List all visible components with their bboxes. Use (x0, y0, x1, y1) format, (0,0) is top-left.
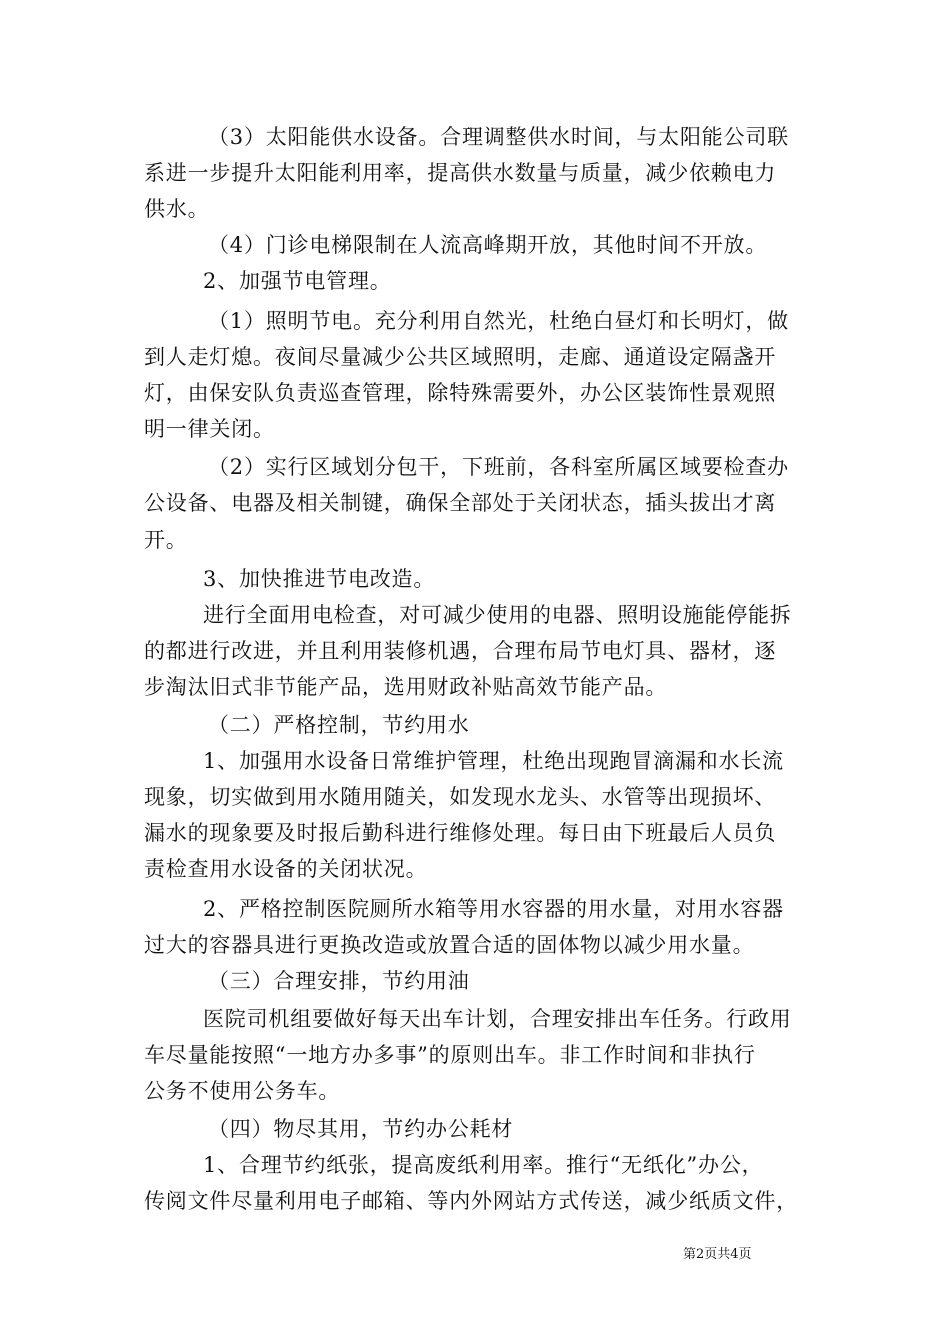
text-line-16: 步淘汰旧式非节能产品，选用财政补贴高效节能产品。 (144, 675, 668, 699)
text-line-28: （四）物尽其用，节约办公耗材 (208, 1117, 514, 1141)
text-line-30: 传阅文件尽量利用电子邮箱、等内外网站方式传送，减少纸质文件， (144, 1189, 798, 1213)
text-line-12: 开。 (144, 528, 188, 552)
text-line-23: 过大的容器具进行更换改造或放置合适的固体物以减少用水量。 (144, 933, 755, 957)
text-line-14: 进行全面用电检查，对可减少使用的电器、照明设施能停能拆 (203, 603, 792, 627)
text-line-26: 车尽量能按照“一地方办多事”的原则出车。非工作时间和非执行 (144, 1043, 756, 1067)
text-line-7: 到人走灯熄。夜间尽量减少公共区域照明，走廊、通道设定隔盏开 (144, 345, 777, 369)
text-line-5: 2、加强节电管理。 (203, 269, 392, 293)
text-line-25: 医院司机组要做好每天出车计划，合理安排出车任务。行政用 (203, 1007, 792, 1031)
text-line-17: （二）严格控制，节约用水 (208, 713, 470, 737)
text-line-22: 2、严格控制医院厕所水箱等用水容器的用水量，对用水容器 (203, 897, 784, 921)
text-line-15: 的都进行改进，并且利用装修机遇，合理布局节电灯具、器材，逐 (144, 639, 777, 663)
text-line-10: （2）实行区域划分包干，下班前，各科室所属区域要检查办 (208, 455, 789, 479)
text-line-4: （4）门诊电梯限制在人流高峰期开放，其他时间不开放。 (208, 233, 768, 257)
text-line-20: 漏水的现象要及时报后勤科进行维修处理。每日由下班最后人员负 (144, 821, 777, 845)
text-line-29: 1、合理节约纸张，提高废纸利用率。推行“无纸化”办公， (203, 1153, 764, 1177)
text-line-27: 公务不使用公务车。 (144, 1079, 341, 1103)
page-number-footer: 第2页共4页 (683, 1247, 752, 1262)
text-line-2: 系进一步提升太阳能利用率，提高供水数量与质量，减少依赖电力 (144, 161, 777, 185)
text-line-3: 供水。 (144, 197, 210, 221)
text-line-1: （3）太阳能供水设备。合理调整供水时间，与太阳能公司联 (208, 125, 789, 149)
text-line-24: （三）合理安排，节约用油 (208, 969, 470, 993)
text-line-13: 3、加快推进节电改造。 (203, 567, 436, 591)
text-line-8: 灯，由保安队负责巡查管理，除特殊需要外，办公区装饰性景观照 (144, 381, 777, 405)
text-line-11: 公设备、电器及相关制键，确保全部处于关闭状态，插头拔出才离 (144, 491, 777, 515)
text-line-18: 1、加强用水设备日常维护管理，杜绝出现跑冒滴漏和水长流 (203, 749, 784, 773)
text-line-6: （1）照明节电。充分利用自然光，杜绝白昼灯和长明灯，做 (208, 309, 789, 333)
text-line-19: 现象，切实做到用水随用随关，如发现水龙头、水管等出现损坏、 (144, 785, 777, 809)
text-line-9: 明一律关闭。 (144, 417, 275, 441)
text-line-21: 责检查用水设备的关闭状况。 (144, 857, 428, 881)
